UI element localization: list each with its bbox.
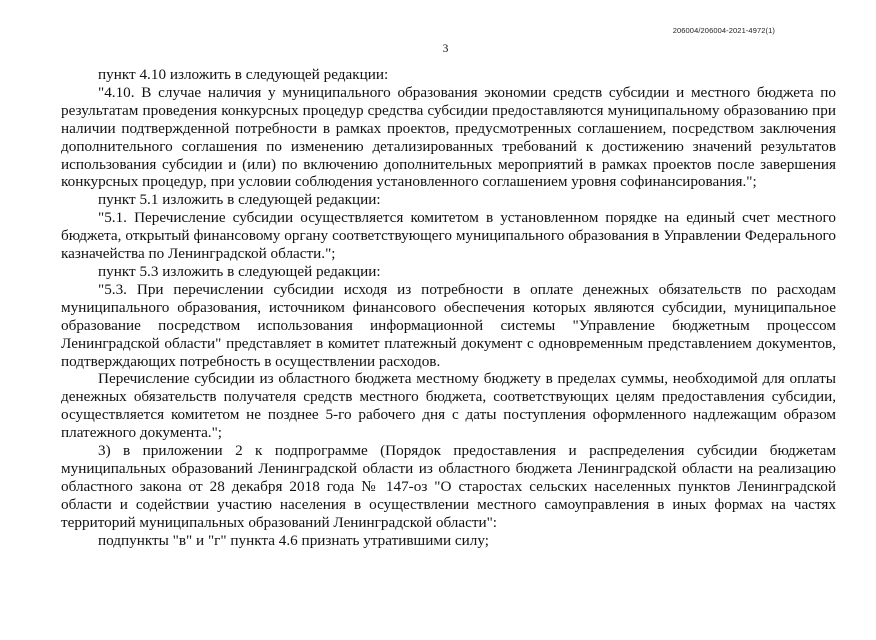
paragraph-subclauses-4-6-repeal: подпункты "в" и "г" пункта 4.6 признать утратившими силу; <box>98 531 489 549</box>
page-number: 3 <box>442 43 449 55</box>
paragraph-clause-4-10: "4.10. В случае наличия у муниципального образования экономии средств субсидии и местного бюджета по результатам проведения конкурсных процедур средства субсидии предоставляются муниципальному образованию при наличии подтвержденной потребности в рамках проектов, предусмотренных соглашением, посредством заключения дополнительного соглашения по изменению детализированных требований к достижению значений результатов использования субсидии и (или) по включению дополнительных мероприятий в рамках проектов после завершения конкурсных процедур, при условии соблюдения установленного соглашением уровня софинансирования."; <box>61 83 836 191</box>
paragraph-item-3-appendix-2: 3) в приложении 2 к подпрограмме (Порядок предоставления и распределения субсидии бюджетам муниципальных образований Ленинградской области из областного бюджета Ленинградской области на реализацию областного закона от 28 декабря 2018 года № 147-оз "О старостах сельских населенных пунктов Ленинградской области и содействии участию населения в осуществлении местного самоуправления в иных формах на частях территорий муниципальных образований Ленинградской области": <box>61 442 836 531</box>
paragraph-clause-5-3: "5.3. При перечислении субсидии исходя из потребности в оплате денежных обязательств по расходам муниципального образования, источником финансового обеспечения которых являются субсидии, муниципальное образование посредством использования информационной системы "Управление бюджетным процессом Ленинградской области" представляет в комитет платежный документ с одновременным представлением документов, подтверждающих потребность в осуществлении расходов. <box>61 280 836 370</box>
paragraph-clause-5-3-transfer: Перечисление субсидии из областного бюджета местному бюджету в пределах суммы, необходимой для оплаты денежных обязательств получателя средств местного бюджета, соответствующих целям предоставления субсидии, осуществляется комитетом не позднее 5-го рабочего дня с даты поступления оформленного надлежащим образом платежного документа."; <box>61 370 836 442</box>
paragraph-amend-5-1-intro: пункт 5.1 изложить в следующей редакции: <box>98 191 381 209</box>
document-body <box>61 66 836 549</box>
paragraph-amend-4-10-intro: пункт 4.10 изложить в следующей редакции: <box>98 66 389 83</box>
paragraph-amend-5-3-intro: пункт 5.3 изложить в следующей редакции: <box>98 262 381 280</box>
document-registration-number: 206004/206004-2021-4972(1) <box>672 26 775 35</box>
paragraph-clause-5-1: "5.1. Перечисление субсидии осуществляется комитетом в установленном порядке на единый счет местного бюджета, открытый финансовому органу соответствующего муниципального образования в Управлении Федерального казначейства по Ленинградской области."; <box>61 209 836 263</box>
